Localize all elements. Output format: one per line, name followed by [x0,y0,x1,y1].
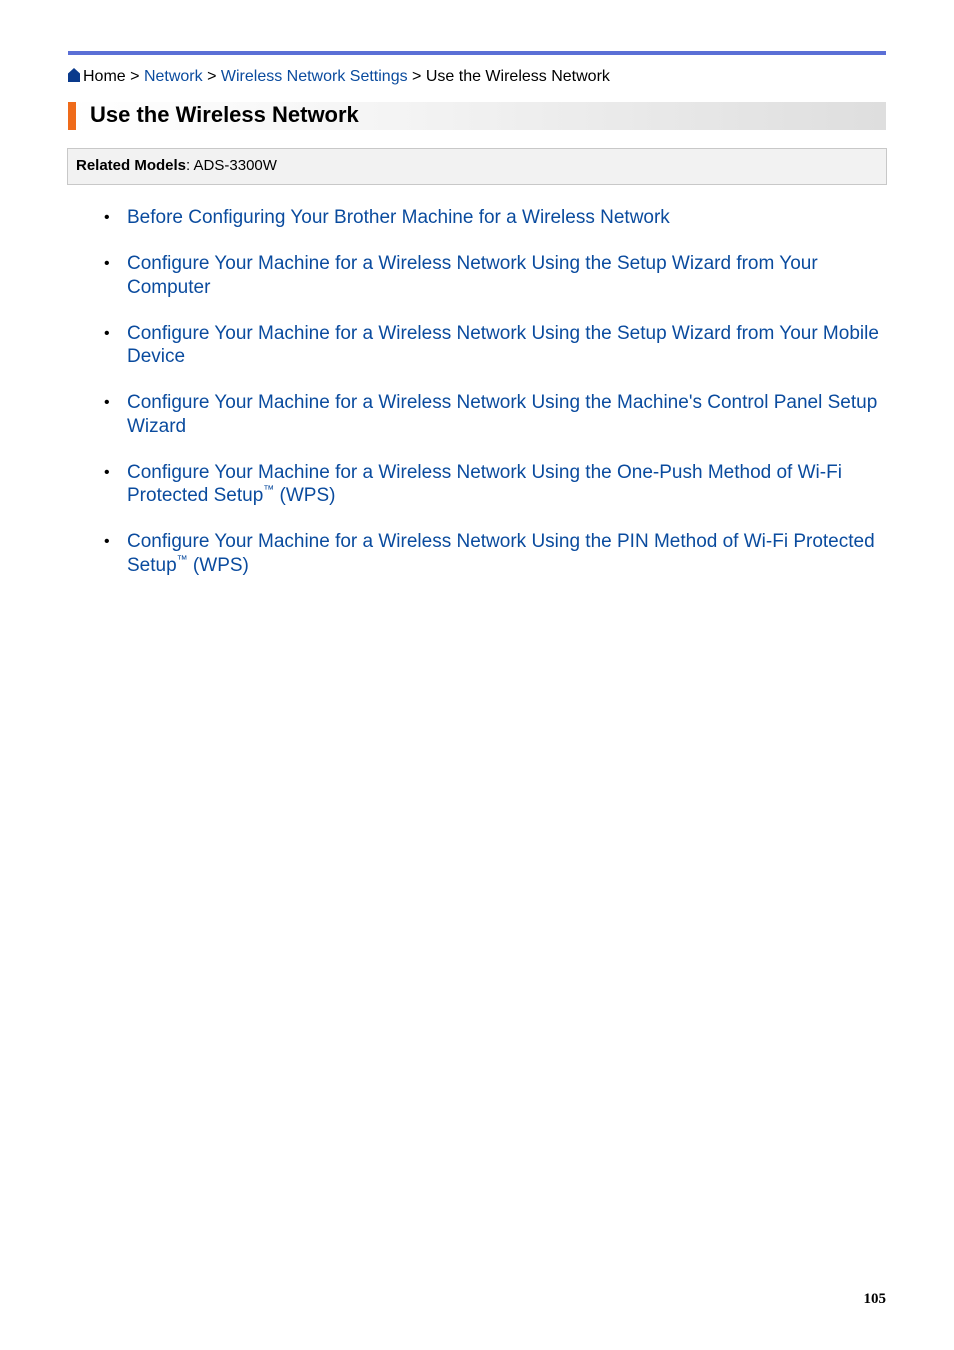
link-setup-wizard-mobile[interactable]: Configure Your Machine for a Wireless Network Using the Setup Wizard from Your Mobile Device [127,322,879,367]
list-item [104,530,894,577]
link-suffix: (WPS) [187,554,249,576]
related-models-separator: : [186,157,191,174]
link-control-panel-wizard[interactable]: Configure Your Machine for a Wireless Network Using the Machine's Control Panel Setup Wizard [127,392,878,437]
home-icon[interactable] [68,68,80,82]
list-item [104,322,894,369]
related-models-text [76,157,277,175]
bullet: • [104,463,110,481]
related-models-box [67,148,887,185]
breadcrumb-separator: > [207,68,217,85]
bullet: • [104,394,110,411]
breadcrumb-separator: > [130,68,140,85]
topic-link-list [104,206,894,600]
breadcrumb-wireless-settings-link[interactable]: Wireless Network Settings [220,68,408,85]
breadcrumb-separator: > [412,68,422,85]
list-item [104,206,894,230]
page-title: Use the Wireless Network [90,102,359,127]
link-text: Configure Your Machine for a Wireless Network Using the One-Push Method of Wi-Fi Protected Setup [127,461,842,506]
breadcrumb-current: Use the Wireless Network [425,68,610,85]
related-models-label: Related Models [76,157,187,174]
link-before-configuring[interactable]: Before Configuring Your Brother Machine for a Wireless Network [127,207,670,228]
breadcrumb-network-link[interactable]: Network [143,68,203,85]
trademark-symbol: ™ [263,484,275,496]
link-pin-wps[interactable] [127,531,875,576]
link-text: Configure Your Machine for a Wireless Network Using the PIN Method of Wi-Fi Protected Setup [127,531,875,576]
link-setup-wizard-computer[interactable]: Configure Your Machine for a Wireless Network Using the Setup Wizard from Your Computer [127,253,818,298]
bullet: • [104,255,110,272]
trademark-symbol: ™ [176,553,188,566]
breadcrumb-home[interactable]: Home [83,68,126,85]
related-models-value: ADS-3300W [193,157,277,174]
bullet: • [104,324,110,342]
page-number: 105 [863,1291,886,1307]
title-accent-bar [68,102,76,130]
link-suffix: (WPS) [274,485,336,506]
breadcrumb [68,67,610,87]
top-rule [68,51,886,55]
list-item [104,252,894,299]
bullet: • [104,533,110,550]
bullet: • [104,209,110,226]
list-item [104,391,894,438]
link-one-push-wps[interactable] [127,462,842,507]
list-item [104,461,894,508]
